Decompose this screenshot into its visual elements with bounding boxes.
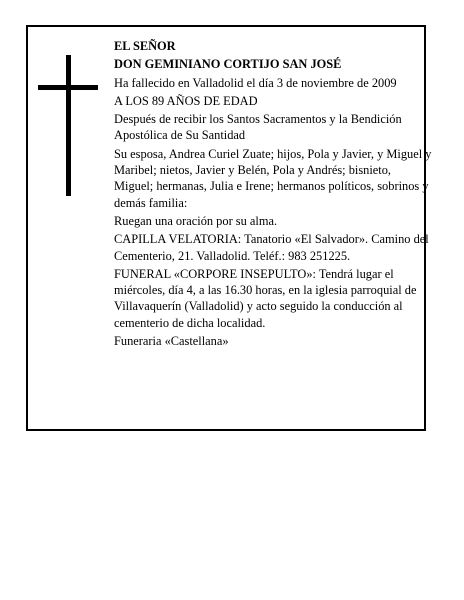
sacraments-line: Después de recibir los Santos Sacramentos y la Bendición Apostólica de Su Santidad xyxy=(114,112,402,143)
obituary-text xyxy=(114,38,432,351)
age-line: A LOS 89 AÑOS DE EDAD xyxy=(114,93,258,108)
family-line: Su esposa, Andrea Curiel Zuate; hijos, Pola y Javier, y Miguel y Maribel; nietos, Javier y Belén, Pola y Andrés; bisnieto, Miguel; hermanas, Julia e Irene; hermanos políticos, sobrinos y demás familia: xyxy=(114,146,432,210)
cross-icon-bar xyxy=(38,85,98,90)
deceased-name: DON GEMINIANO CORTIJO SAN JOSÉ xyxy=(114,57,342,72)
title-line: EL SEÑOR xyxy=(114,39,176,53)
cross-icon xyxy=(66,55,71,196)
funeral-home-line: Funeraria «Castellana» xyxy=(114,334,229,349)
chapel-line: CAPILLA VELATORIA: Tanatorio «El Salvador». Camino del Cementerio, 21. Valladolid. Teléf.: 983 251225. xyxy=(114,232,429,263)
death-info: Ha fallecido en Valladolid el día 3 de noviembre de 2009 xyxy=(114,75,397,90)
prayer-line: Ruegan una oración por su alma. xyxy=(114,213,278,228)
funeral-line: FUNERAL «CORPORE INSEPULTO»: Tendrá lugar el miércoles, día 4, a las 16.30 horas, en la iglesia parroquial de Villavaquerín (Valladolid) y acto seguido la conducción al cementerio de dicha localidad. xyxy=(114,266,417,330)
